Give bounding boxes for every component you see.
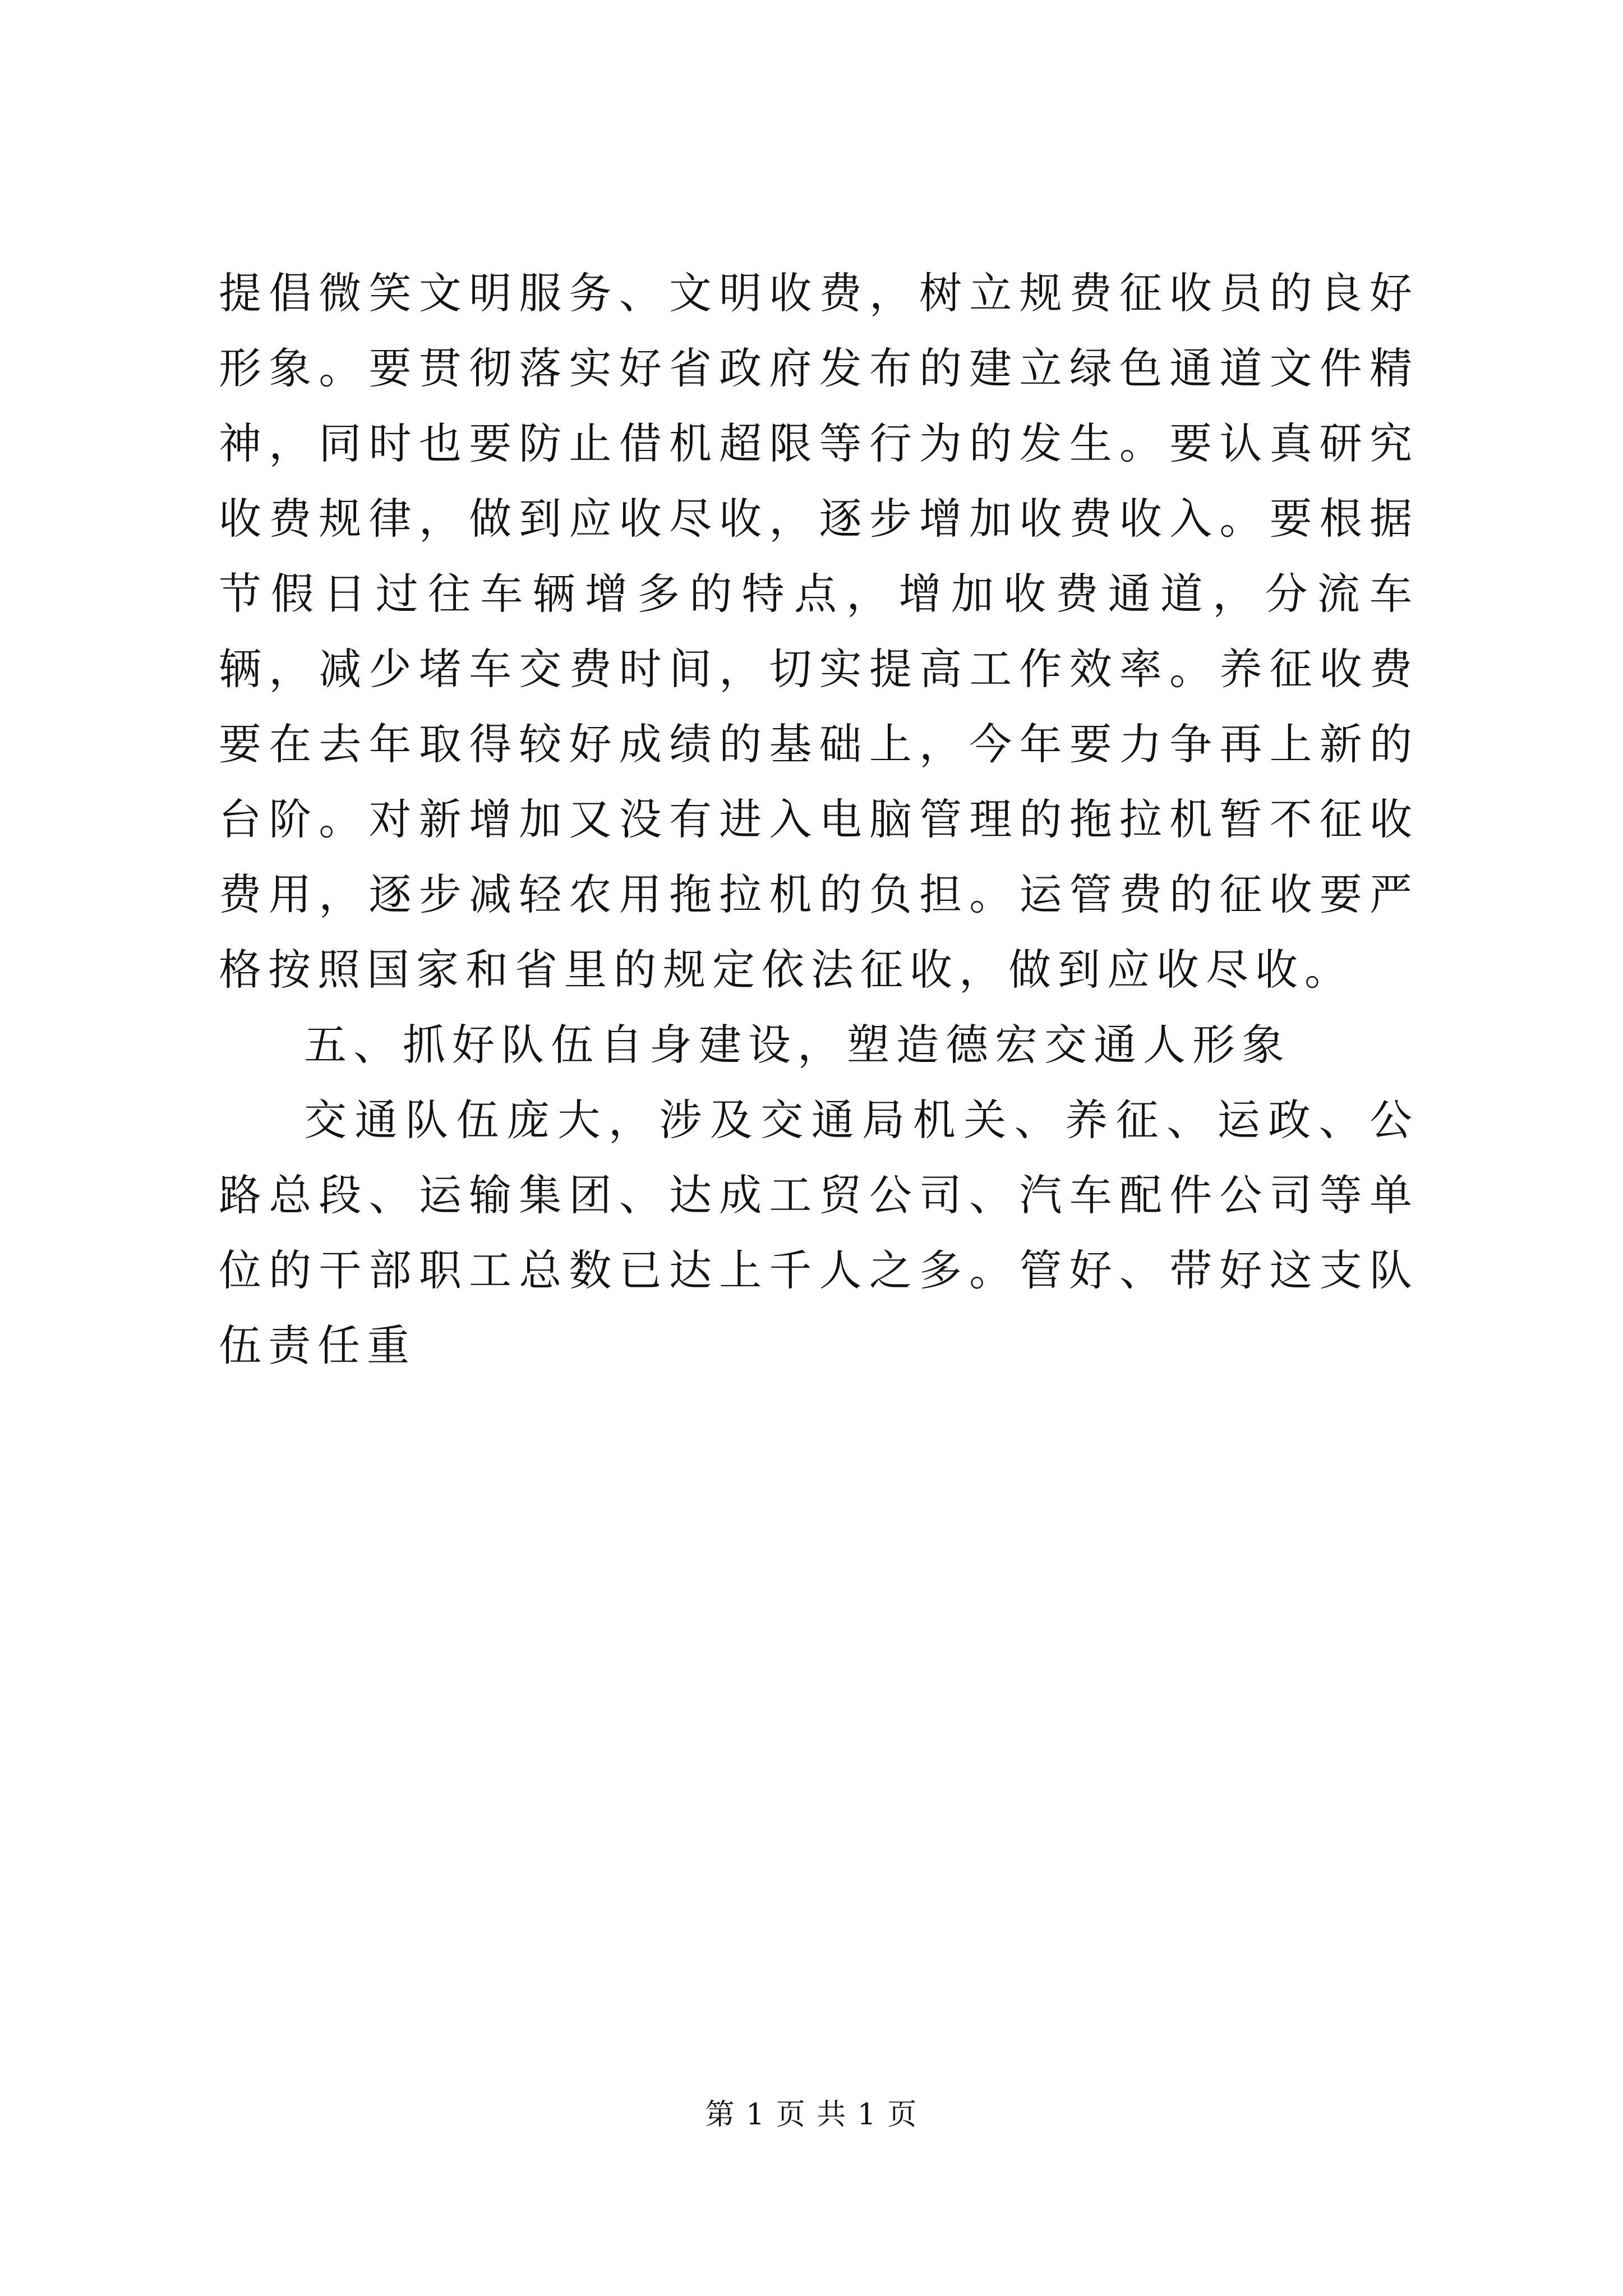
paragraph-fee-collection: 提倡微笑文明服务、文明收费，树立规费征收员的良好形象。要贯彻落实好省政府发布的建立绿色通道文件精神，同时也要防止借机超限等行为的发生。要认真研究收费规律，做到应收尽收，逐步增加收费收入。要根据节假日过往车辆增多的特点，增加收费通道，分流车辆，减少堵车交费时间，切实提高工作效率。养征收费要在去年取得较好成绩的基础上，今年要力争再上新的台阶。对新增加又没有进入电脑管理的拖拉机暂不征收费用，逐步减轻农用拖拉机的负担。运管费的征收要严格按照国家和省里的规定依法征收，做到应收尽收。	[219, 268, 1419, 995]
section-heading-team-building: 五、抓好队伍自身建设，塑造德宏交通人形象	[304, 1020, 1291, 1070]
document-body	[219, 256, 1419, 1383]
page-number-footer: 第 1 页 共 1 页	[705, 2098, 918, 2132]
paragraph-team-size: 交通队伍庞大，涉及交通局机关、养征、运政、公路总段、运输集团、达成工贸公司、汽车配件公司等单位的干部职工总数已达上千人之多。管好、带好这支队伍责任重	[219, 1095, 1419, 1370]
